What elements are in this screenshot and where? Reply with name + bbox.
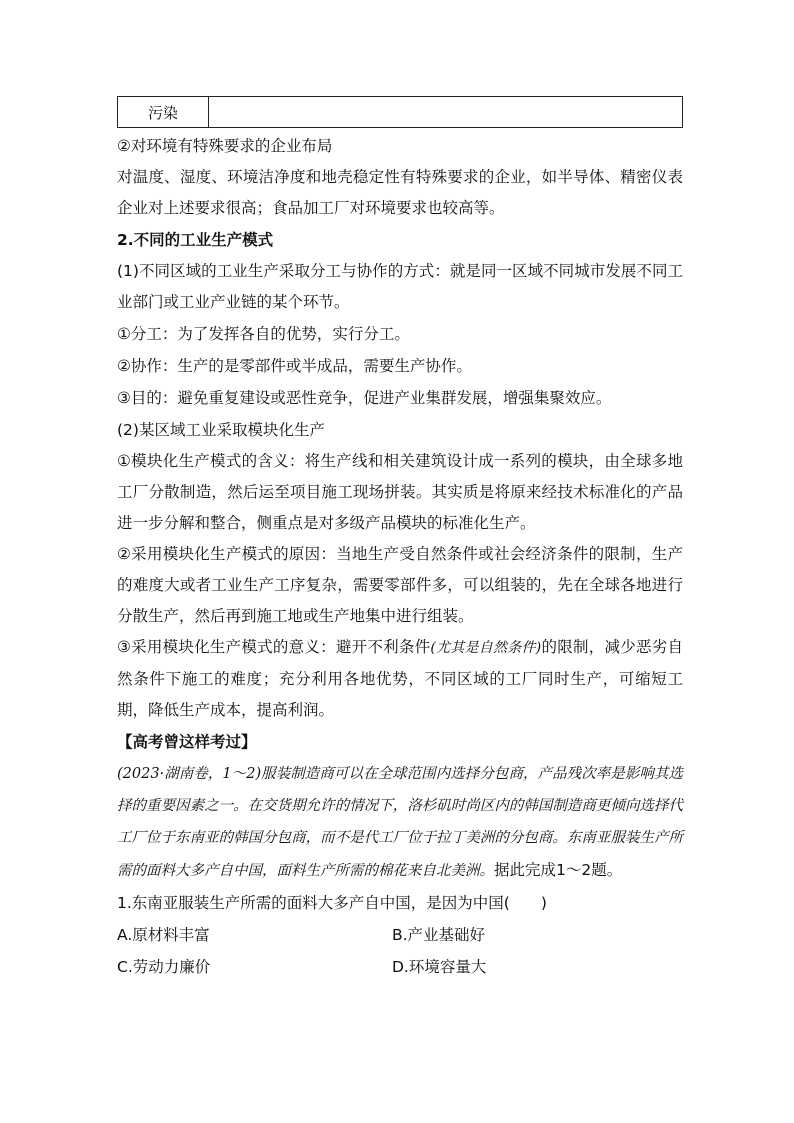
modular-meaning: ①模块化生产模式的含义：将生产线和相关建筑设计成一系列的模块，由全球多地工厂分散制造，然后运至项目施工现场拼装。其实质是将原来经技术标准化的产品进一步分解和整合，侧重点是对多级产品模块的标准化生产。	[117, 452, 683, 532]
modular-significance-b: 的限制，减少恶劣自然条件下施工的难度；充分利用各地优势，不同区域的工厂同时生产，可缩短工期，降低生产成本，提高利润。	[117, 638, 683, 719]
exam-passage-tail: 据此完成1～2题。	[494, 861, 623, 879]
exam-heading: 【高考曾这样考过】	[117, 733, 257, 751]
options-row-1	[117, 919, 683, 951]
modular-significance-note: (尤其是自然条件)	[430, 640, 542, 656]
list-item-purpose: ③目的：避免重复建设或恶性竞争，促进产业集群发展，增强集聚效应。	[117, 389, 612, 407]
list-item-division: ①分工：为了发挥各自的优势，实行分工。	[117, 325, 410, 343]
exam-passage	[117, 758, 683, 887]
modular-significance-a: ③采用模块化生产模式的意义：避开不利条件	[117, 638, 431, 656]
option-d[interactable]: D.环境容量大	[392, 958, 487, 976]
option-b[interactable]: B.产业基础好	[392, 926, 486, 944]
exam-passage-text: (2023·湖南卷，1～2)服装制造商可以在全球范围内选择分包商，产品残次率是影响其选择的重要因素之一。在交货期允许的情况下，洛杉矶时尚区内的韩国制造商更倾向选择代工厂位于东南亚的韩国分包商，而不是代工厂位于拉丁美洲的分包商。东南亚服装生产所需的面料大多产自中国，面料生产所需的棉花来自北美洲。	[117, 766, 683, 879]
option-c[interactable]: C.劳动力廉价	[117, 958, 211, 976]
env-heading: ②对环境有特殊要求的企业布局	[117, 137, 333, 155]
option-a[interactable]: A.原材料丰富	[117, 926, 210, 944]
table-row	[118, 97, 683, 128]
table-cell-value	[209, 97, 683, 128]
question-1: 1.东南亚服装生产所需的面料大多产自中国，是因为中国( )	[117, 894, 547, 912]
env-body: 对温度、湿度、环境洁净度和地壳稳定性有特殊要求的企业，如半导体、精密仪表企业对上述要求很高；食品加工厂对环境要求也较高等。	[117, 168, 683, 217]
document-page	[117, 96, 683, 983]
modular-reason: ②采用模块化生产模式的原因：当地生产受自然条件或社会经济条件的限制，生产的难度大或者工业生产工序复杂，需要零部件多，可以组装的，先在全球各地进行分散生产，然后再到施工地或生产地集中进行组装。	[117, 545, 683, 625]
modular-significance	[117, 632, 683, 726]
pollution-table	[117, 96, 683, 128]
table-cell-label: 污染	[118, 97, 209, 128]
subsection-2: (2)某区域工业采取模块化生产	[117, 421, 325, 439]
options-row-2	[117, 951, 683, 983]
section-heading: 2.不同的工业生产模式	[117, 231, 274, 249]
list-item-cooperation: ②协作：生产的是零部件或半成品，需要生产协作。	[117, 357, 472, 375]
subsection-1: (1)不同区域的工业生产采取分工与协作的方式：就是同一区域不同城市发展不同工业部门或工业产业链的某个环节。	[117, 262, 683, 311]
